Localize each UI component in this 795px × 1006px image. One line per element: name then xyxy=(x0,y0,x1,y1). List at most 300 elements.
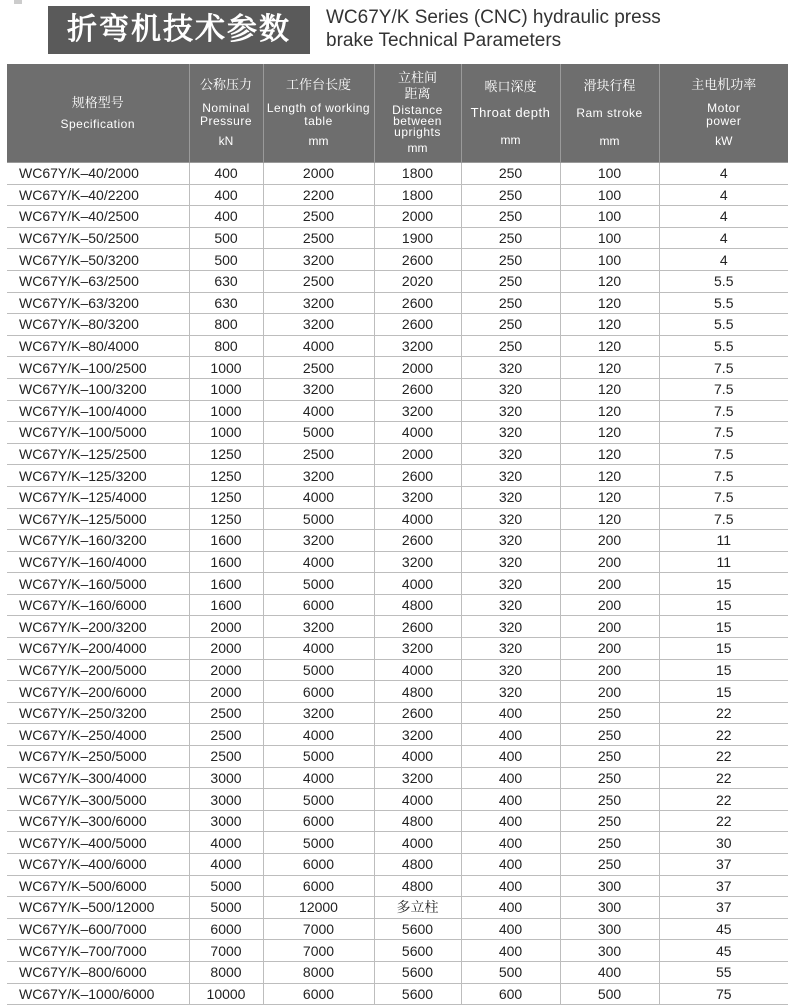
header-unit: mm xyxy=(308,134,329,148)
distance-cell: 5600 xyxy=(374,983,461,1005)
length-cell: 2500 xyxy=(263,357,374,379)
table-row xyxy=(7,465,788,487)
distance-cell: 4000 xyxy=(374,659,461,681)
power-cell: 7.5 xyxy=(659,378,788,400)
distance-cell: 2600 xyxy=(374,249,461,271)
throat-cell: 320 xyxy=(461,465,560,487)
distance-cell: 4000 xyxy=(374,832,461,854)
distance-cell: 2000 xyxy=(374,357,461,379)
power-cell: 45 xyxy=(659,918,788,940)
spec-cell: WC67Y/K–400/6000 xyxy=(7,854,189,876)
stroke-cell: 120 xyxy=(560,422,659,444)
distance-cell: 4000 xyxy=(374,746,461,768)
power-cell: 15 xyxy=(659,659,788,681)
pressure-cell: 2500 xyxy=(189,724,263,746)
header-cn: 立柱间距离 xyxy=(397,71,437,102)
pressure-cell: 4000 xyxy=(189,832,263,854)
length-cell: 3200 xyxy=(263,249,374,271)
stroke-cell: 200 xyxy=(560,659,659,681)
spec-cell: WC67Y/K–300/6000 xyxy=(7,810,189,832)
length-cell: 6000 xyxy=(263,875,374,897)
stroke-cell: 200 xyxy=(560,681,659,703)
table-row xyxy=(7,530,788,552)
spec-cell: WC67Y/K–300/4000 xyxy=(7,767,189,789)
stroke-cell: 100 xyxy=(560,249,659,271)
pressure-cell: 8000 xyxy=(189,961,263,983)
power-cell: 7.5 xyxy=(659,486,788,508)
stroke-cell: 120 xyxy=(560,270,659,292)
throat-cell: 320 xyxy=(461,443,560,465)
pressure-cell: 7000 xyxy=(189,940,263,962)
pressure-cell: 500 xyxy=(189,227,263,249)
length-cell: 6000 xyxy=(263,681,374,703)
pressure-cell: 1600 xyxy=(189,530,263,552)
pressure-cell: 1250 xyxy=(189,465,263,487)
throat-cell: 320 xyxy=(461,681,560,703)
power-cell: 5.5 xyxy=(659,335,788,357)
spec-cell: WC67Y/K–100/2500 xyxy=(7,357,189,379)
distance-cell: 1800 xyxy=(374,163,461,185)
table-row xyxy=(7,854,788,876)
stroke-cell: 120 xyxy=(560,465,659,487)
throat-cell: 320 xyxy=(461,508,560,530)
table-row xyxy=(7,681,788,703)
length-cell: 3200 xyxy=(263,378,374,400)
throat-cell: 250 xyxy=(461,206,560,228)
power-cell: 11 xyxy=(659,551,788,573)
length-cell: 2200 xyxy=(263,184,374,206)
length-cell: 3200 xyxy=(263,465,374,487)
distance-cell: 3200 xyxy=(374,638,461,660)
power-cell: 5.5 xyxy=(659,270,788,292)
table-row xyxy=(7,486,788,508)
throat-cell: 400 xyxy=(461,724,560,746)
power-cell: 4 xyxy=(659,184,788,206)
table-row xyxy=(7,789,788,811)
pressure-cell: 1000 xyxy=(189,422,263,444)
spec-cell: WC67Y/K–500/12000 xyxy=(7,897,189,919)
length-cell: 7000 xyxy=(263,918,374,940)
pressure-cell: 2500 xyxy=(189,702,263,724)
header-unit: mm xyxy=(407,141,428,155)
length-cell: 7000 xyxy=(263,940,374,962)
header-cn: 公称压力 xyxy=(199,78,252,93)
pressure-cell: 4000 xyxy=(189,854,263,876)
table-row xyxy=(7,897,788,919)
pressure-cell: 400 xyxy=(189,206,263,228)
throat-cell: 400 xyxy=(461,702,560,724)
table-row xyxy=(7,422,788,444)
throat-cell: 320 xyxy=(461,638,560,660)
distance-cell: 3200 xyxy=(374,400,461,422)
distance-cell: 4800 xyxy=(374,875,461,897)
spec-cell: WC67Y/K–500/6000 xyxy=(7,875,189,897)
length-cell: 3200 xyxy=(263,292,374,314)
stroke-cell: 300 xyxy=(560,918,659,940)
length-cell: 3200 xyxy=(263,530,374,552)
stroke-cell: 300 xyxy=(560,940,659,962)
distance-cell: 5600 xyxy=(374,918,461,940)
pressure-cell: 3000 xyxy=(189,810,263,832)
length-cell: 6000 xyxy=(263,594,374,616)
distance-cell: 3200 xyxy=(374,724,461,746)
power-cell: 7.5 xyxy=(659,400,788,422)
table-row xyxy=(7,659,788,681)
spec-cell: WC67Y/K–200/5000 xyxy=(7,659,189,681)
header-cn: 工作台长度 xyxy=(285,78,351,93)
length-cell: 6000 xyxy=(263,854,374,876)
spec-cell: WC67Y/K–250/4000 xyxy=(7,724,189,746)
distance-cell: 4000 xyxy=(374,573,461,595)
distance-cell: 3200 xyxy=(374,767,461,789)
length-cell: 4000 xyxy=(263,638,374,660)
distance-cell: 2600 xyxy=(374,314,461,336)
stroke-cell: 100 xyxy=(560,227,659,249)
distance-cell: 2600 xyxy=(374,378,461,400)
distance-cell: 5600 xyxy=(374,961,461,983)
header-en: Ram stroke xyxy=(576,105,643,120)
header-motor-power xyxy=(659,64,788,163)
throat-cell: 320 xyxy=(461,486,560,508)
spec-cell: WC67Y/K–40/2200 xyxy=(7,184,189,206)
distance-cell: 3200 xyxy=(374,335,461,357)
table-row xyxy=(7,292,788,314)
stroke-cell: 120 xyxy=(560,508,659,530)
length-cell: 5000 xyxy=(263,832,374,854)
header-unit: mm xyxy=(599,133,620,148)
header-table-length xyxy=(263,64,374,163)
length-cell: 2000 xyxy=(263,163,374,185)
spec-cell: WC67Y/K–100/4000 xyxy=(7,400,189,422)
power-cell: 22 xyxy=(659,767,788,789)
spec-cell: WC67Y/K–200/3200 xyxy=(7,616,189,638)
power-cell: 15 xyxy=(659,638,788,660)
power-cell: 4 xyxy=(659,227,788,249)
spec-cell: WC67Y/K–400/5000 xyxy=(7,832,189,854)
power-cell: 75 xyxy=(659,983,788,1005)
pressure-cell: 800 xyxy=(189,314,263,336)
table-row xyxy=(7,961,788,983)
throat-cell: 320 xyxy=(461,400,560,422)
throat-cell: 320 xyxy=(461,551,560,573)
table-row xyxy=(7,594,788,616)
distance-cell: 多立柱 xyxy=(374,897,461,919)
throat-cell: 250 xyxy=(461,249,560,271)
stroke-cell: 120 xyxy=(560,378,659,400)
table-row xyxy=(7,400,788,422)
throat-cell: 400 xyxy=(461,918,560,940)
distance-cell: 4000 xyxy=(374,508,461,530)
spec-cell: WC67Y/K–50/3200 xyxy=(7,249,189,271)
table-row xyxy=(7,551,788,573)
throat-cell: 320 xyxy=(461,594,560,616)
power-cell: 15 xyxy=(659,616,788,638)
power-cell: 5.5 xyxy=(659,314,788,336)
table-row xyxy=(7,810,788,832)
header-unit: kN xyxy=(218,134,234,148)
stroke-cell: 250 xyxy=(560,810,659,832)
length-cell: 5000 xyxy=(263,746,374,768)
distance-cell: 2000 xyxy=(374,206,461,228)
header-distance-uprights xyxy=(374,64,461,163)
stroke-cell: 250 xyxy=(560,724,659,746)
table-row xyxy=(7,616,788,638)
power-cell: 37 xyxy=(659,897,788,919)
distance-cell: 2600 xyxy=(374,616,461,638)
power-cell: 22 xyxy=(659,702,788,724)
power-cell: 30 xyxy=(659,832,788,854)
throat-cell: 320 xyxy=(461,573,560,595)
pressure-cell: 2500 xyxy=(189,746,263,768)
table-header-row xyxy=(7,64,788,163)
power-cell: 22 xyxy=(659,746,788,768)
throat-cell: 320 xyxy=(461,530,560,552)
header-en: Motor power xyxy=(706,101,742,128)
page-title-cn: 折弯机技术参数 xyxy=(48,6,310,54)
stroke-cell: 120 xyxy=(560,486,659,508)
length-cell: 4000 xyxy=(263,486,374,508)
distance-cell: 4800 xyxy=(374,854,461,876)
spec-cell: WC67Y/K–100/3200 xyxy=(7,378,189,400)
throat-cell: 400 xyxy=(461,767,560,789)
power-cell: 15 xyxy=(659,573,788,595)
power-cell: 4 xyxy=(659,206,788,228)
pressure-cell: 3000 xyxy=(189,789,263,811)
stroke-cell: 250 xyxy=(560,832,659,854)
title-en-line1: WC67Y/K Series (CNC) hydraulic press xyxy=(326,7,661,28)
header-en: Specification xyxy=(60,116,136,131)
spec-cell: WC67Y/K–200/6000 xyxy=(7,681,189,703)
table-row xyxy=(7,573,788,595)
header-throat-depth xyxy=(461,64,560,163)
distance-cell: 2600 xyxy=(374,292,461,314)
corner-decoration xyxy=(14,0,22,4)
spec-cell: WC67Y/K–100/5000 xyxy=(7,422,189,444)
throat-cell: 600 xyxy=(461,983,560,1005)
stroke-cell: 250 xyxy=(560,854,659,876)
length-cell: 2500 xyxy=(263,270,374,292)
table-row xyxy=(7,508,788,530)
header-en: Distance between uprights xyxy=(392,103,443,139)
length-cell: 5000 xyxy=(263,508,374,530)
table-row xyxy=(7,702,788,724)
power-cell: 7.5 xyxy=(659,465,788,487)
pressure-cell: 2000 xyxy=(189,638,263,660)
pressure-cell: 1250 xyxy=(189,508,263,530)
pressure-cell: 1000 xyxy=(189,378,263,400)
distance-cell: 2600 xyxy=(374,530,461,552)
pressure-cell: 1000 xyxy=(189,357,263,379)
stroke-cell: 200 xyxy=(560,594,659,616)
pressure-cell: 3000 xyxy=(189,767,263,789)
header-en: Length of working table xyxy=(266,101,371,128)
power-cell: 37 xyxy=(659,875,788,897)
spec-cell: WC67Y/K–600/7000 xyxy=(7,918,189,940)
header-en: Nominal Pressure xyxy=(199,101,253,128)
power-cell: 7.5 xyxy=(659,443,788,465)
throat-cell: 320 xyxy=(461,357,560,379)
stroke-cell: 200 xyxy=(560,530,659,552)
stroke-cell: 100 xyxy=(560,206,659,228)
spec-cell: WC67Y/K–700/7000 xyxy=(7,940,189,962)
stroke-cell: 250 xyxy=(560,746,659,768)
pressure-cell: 400 xyxy=(189,163,263,185)
power-cell: 15 xyxy=(659,594,788,616)
pressure-cell: 6000 xyxy=(189,918,263,940)
pressure-cell: 1600 xyxy=(189,573,263,595)
table-row xyxy=(7,767,788,789)
length-cell: 4000 xyxy=(263,724,374,746)
table-row xyxy=(7,832,788,854)
throat-cell: 400 xyxy=(461,854,560,876)
throat-cell: 320 xyxy=(461,659,560,681)
header-unit: kW xyxy=(715,134,733,148)
header-unit: mm xyxy=(500,132,521,147)
throat-cell: 400 xyxy=(461,875,560,897)
table-row xyxy=(7,270,788,292)
spec-cell: WC67Y/K–63/2500 xyxy=(7,270,189,292)
length-cell: 12000 xyxy=(263,897,374,919)
table-row xyxy=(7,983,788,1005)
distance-cell: 3200 xyxy=(374,551,461,573)
table-row xyxy=(7,335,788,357)
stroke-cell: 300 xyxy=(560,875,659,897)
table-row xyxy=(7,638,788,660)
table-row xyxy=(7,746,788,768)
length-cell: 4000 xyxy=(263,551,374,573)
pressure-cell: 5000 xyxy=(189,875,263,897)
spec-cell: WC67Y/K–125/2500 xyxy=(7,443,189,465)
stroke-cell: 500 xyxy=(560,983,659,1005)
pressure-cell: 630 xyxy=(189,292,263,314)
length-cell: 2500 xyxy=(263,206,374,228)
spec-cell: WC67Y/K–250/3200 xyxy=(7,702,189,724)
distance-cell: 2020 xyxy=(374,270,461,292)
throat-cell: 400 xyxy=(461,789,560,811)
distance-cell: 2000 xyxy=(374,443,461,465)
table-row xyxy=(7,443,788,465)
table-row xyxy=(7,249,788,271)
length-cell: 6000 xyxy=(263,983,374,1005)
table-body xyxy=(7,163,788,1005)
stroke-cell: 250 xyxy=(560,767,659,789)
throat-cell: 250 xyxy=(461,270,560,292)
table-row xyxy=(7,163,788,185)
distance-cell: 4800 xyxy=(374,810,461,832)
header-nominal-pressure xyxy=(189,64,263,163)
pressure-cell: 500 xyxy=(189,249,263,271)
length-cell: 5000 xyxy=(263,422,374,444)
pressure-cell: 1250 xyxy=(189,443,263,465)
spec-cell: WC67Y/K–1000/6000 xyxy=(7,983,189,1005)
distance-cell: 4000 xyxy=(374,422,461,444)
length-cell: 8000 xyxy=(263,961,374,983)
page-title-en xyxy=(326,6,786,52)
table-row xyxy=(7,357,788,379)
stroke-cell: 120 xyxy=(560,314,659,336)
power-cell: 4 xyxy=(659,163,788,185)
spec-cell: WC67Y/K–160/3200 xyxy=(7,530,189,552)
throat-cell: 250 xyxy=(461,227,560,249)
pressure-cell: 1000 xyxy=(189,400,263,422)
length-cell: 3200 xyxy=(263,702,374,724)
stroke-cell: 100 xyxy=(560,184,659,206)
spec-cell: WC67Y/K–125/5000 xyxy=(7,508,189,530)
throat-cell: 320 xyxy=(461,422,560,444)
power-cell: 45 xyxy=(659,940,788,962)
stroke-cell: 250 xyxy=(560,789,659,811)
power-cell: 11 xyxy=(659,530,788,552)
pressure-cell: 400 xyxy=(189,184,263,206)
length-cell: 5000 xyxy=(263,789,374,811)
pressure-cell: 2000 xyxy=(189,659,263,681)
stroke-cell: 400 xyxy=(560,961,659,983)
throat-cell: 400 xyxy=(461,810,560,832)
spec-cell: WC67Y/K–800/6000 xyxy=(7,961,189,983)
header-cn: 规格型号 xyxy=(71,95,124,111)
spec-cell: WC67Y/K–200/4000 xyxy=(7,638,189,660)
pressure-cell: 1250 xyxy=(189,486,263,508)
power-cell: 22 xyxy=(659,789,788,811)
length-cell: 3200 xyxy=(263,314,374,336)
table-row xyxy=(7,918,788,940)
spec-cell: WC67Y/K–80/3200 xyxy=(7,314,189,336)
length-cell: 2500 xyxy=(263,227,374,249)
header-cn: 主电机功率 xyxy=(691,78,757,93)
header-specification xyxy=(7,64,189,163)
length-cell: 4000 xyxy=(263,400,374,422)
table-row xyxy=(7,227,788,249)
stroke-cell: 250 xyxy=(560,702,659,724)
throat-cell: 400 xyxy=(461,940,560,962)
table-row xyxy=(7,206,788,228)
distance-cell: 2600 xyxy=(374,465,461,487)
distance-cell: 1800 xyxy=(374,184,461,206)
length-cell: 3200 xyxy=(263,616,374,638)
power-cell: 55 xyxy=(659,961,788,983)
distance-cell: 1900 xyxy=(374,227,461,249)
spec-cell: WC67Y/K–40/2500 xyxy=(7,206,189,228)
power-cell: 7.5 xyxy=(659,422,788,444)
distance-cell: 4000 xyxy=(374,789,461,811)
spec-cell: WC67Y/K–160/4000 xyxy=(7,551,189,573)
pressure-cell: 1600 xyxy=(189,551,263,573)
table-row xyxy=(7,314,788,336)
throat-cell: 320 xyxy=(461,616,560,638)
throat-cell: 400 xyxy=(461,832,560,854)
spec-cell: WC67Y/K–125/4000 xyxy=(7,486,189,508)
stroke-cell: 100 xyxy=(560,163,659,185)
power-cell: 5.5 xyxy=(659,292,788,314)
spec-cell: WC67Y/K–250/5000 xyxy=(7,746,189,768)
throat-cell: 250 xyxy=(461,292,560,314)
stroke-cell: 200 xyxy=(560,616,659,638)
pressure-cell: 2000 xyxy=(189,616,263,638)
throat-cell: 250 xyxy=(461,314,560,336)
spec-cell: WC67Y/K–300/5000 xyxy=(7,789,189,811)
length-cell: 6000 xyxy=(263,810,374,832)
pressure-cell: 1600 xyxy=(189,594,263,616)
power-cell: 7.5 xyxy=(659,357,788,379)
throat-cell: 250 xyxy=(461,163,560,185)
throat-cell: 250 xyxy=(461,184,560,206)
distance-cell: 4800 xyxy=(374,681,461,703)
stroke-cell: 200 xyxy=(560,551,659,573)
length-cell: 5000 xyxy=(263,659,374,681)
length-cell: 4000 xyxy=(263,767,374,789)
power-cell: 15 xyxy=(659,681,788,703)
distance-cell: 5600 xyxy=(374,940,461,962)
